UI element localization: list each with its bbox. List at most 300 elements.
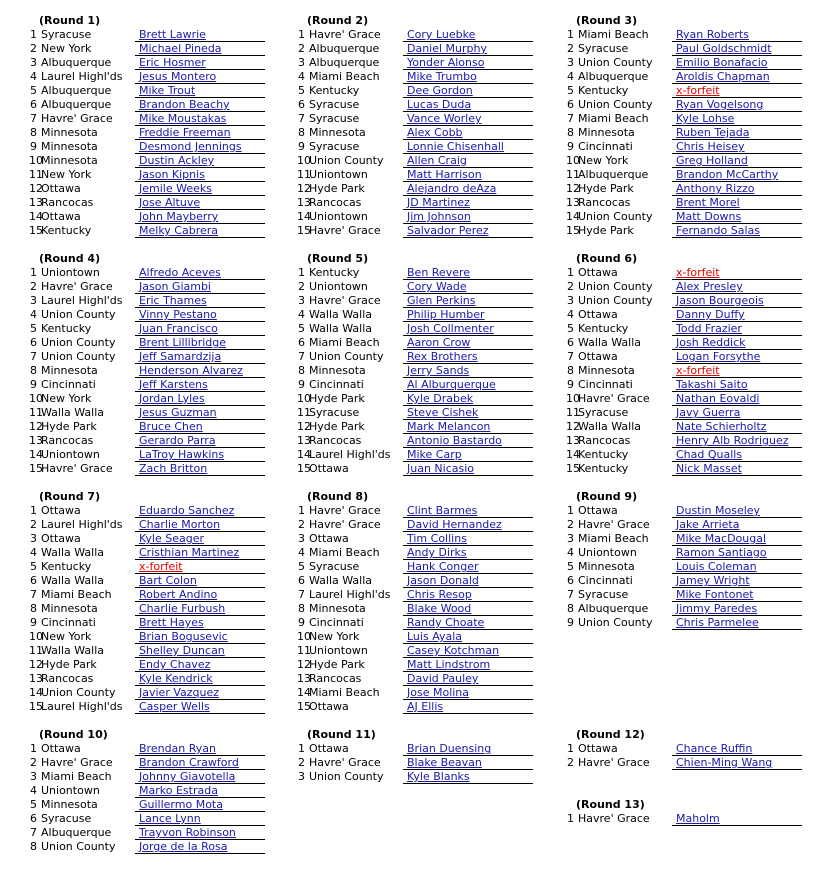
player-link[interactable]: Charlie Morton bbox=[135, 518, 265, 532]
player-link[interactable]: Aroldis Chapman bbox=[672, 70, 802, 84]
player-link[interactable]: Michael Pineda bbox=[135, 42, 265, 56]
round-title: (Round 5) bbox=[307, 252, 369, 265]
round-title: (Round 10) bbox=[39, 728, 108, 741]
pick-number: 1 bbox=[30, 266, 37, 279]
pick-number: 13 bbox=[29, 434, 43, 447]
pick-row bbox=[29, 308, 269, 322]
pick-row bbox=[29, 504, 269, 518]
pick-row bbox=[566, 70, 806, 84]
player-link[interactable]: Josh Collmenter bbox=[403, 322, 533, 336]
pick-row bbox=[566, 112, 806, 126]
pick-row bbox=[29, 350, 269, 364]
player-link[interactable]: Jeff Samardzija bbox=[135, 350, 265, 364]
player-link[interactable]: Cristhian Martinez bbox=[135, 546, 265, 560]
player-link[interactable]: John Mayberry bbox=[135, 210, 265, 224]
player-link[interactable]: Juan Francisco bbox=[135, 322, 265, 336]
player-link[interactable]: Brett Hayes bbox=[135, 616, 265, 630]
player-link[interactable]: Jason Kipnis bbox=[135, 168, 265, 182]
player-link[interactable]: Clint Barmes bbox=[403, 504, 533, 518]
team-name: Albuquerque bbox=[578, 602, 649, 615]
team-name: Union County bbox=[578, 56, 653, 69]
player-link[interactable]: Nathan Eovaldi bbox=[672, 392, 802, 406]
pick-row bbox=[297, 98, 537, 112]
team-name: Rancocas bbox=[309, 672, 362, 685]
pick-number: 9 bbox=[567, 140, 574, 153]
team-name: Walla Walla bbox=[309, 308, 373, 321]
player-link[interactable]: Chien-Ming Wang bbox=[672, 756, 802, 770]
player-link[interactable]: Mike MacDougal bbox=[672, 532, 802, 546]
player-link[interactable]: Kyle Blanks bbox=[403, 770, 533, 784]
player-link[interactable]: Chance Ruffin bbox=[672, 742, 802, 756]
pick-number: 6 bbox=[30, 812, 37, 825]
pick-row bbox=[566, 140, 806, 154]
player-link[interactable]: Javier Vazquez bbox=[135, 686, 265, 700]
player-link[interactable]: Alex Presley bbox=[672, 280, 802, 294]
pick-row bbox=[29, 784, 269, 798]
pick-row bbox=[566, 742, 806, 756]
round-12-block bbox=[566, 728, 806, 770]
team-name: Union County bbox=[41, 350, 116, 363]
team-name: Minnesota bbox=[41, 602, 98, 615]
player-link[interactable]: Kyle Drabek bbox=[403, 392, 533, 406]
team-name: Kentucky bbox=[578, 84, 629, 97]
pick-number: 8 bbox=[298, 602, 305, 615]
pick-number: 4 bbox=[567, 546, 574, 559]
pick-number: 6 bbox=[298, 336, 305, 349]
player-link[interactable]: Lucas Duda bbox=[403, 98, 533, 112]
team-name: Union County bbox=[41, 308, 116, 321]
player-link[interactable]: Ryan Vogelsong bbox=[672, 98, 802, 112]
player-link[interactable]: Jemile Weeks bbox=[135, 182, 265, 196]
player-link[interactable]: Jose Molina bbox=[403, 686, 533, 700]
player-link[interactable]: Mike Trumbo bbox=[403, 70, 533, 84]
pick-number: 3 bbox=[30, 294, 37, 307]
player-link[interactable]: Josh Reddick bbox=[672, 336, 802, 350]
pick-number: 1 bbox=[298, 504, 305, 517]
team-name: Havre' Grace bbox=[41, 280, 113, 293]
player-link[interactable]: Rex Brothers bbox=[403, 350, 533, 364]
round-title: (Round 13) bbox=[576, 798, 645, 811]
pick-row bbox=[297, 364, 537, 378]
team-name: Minnesota bbox=[309, 364, 366, 377]
forfeit-marker[interactable]: x-forfeit bbox=[672, 364, 802, 378]
player-link[interactable]: Endy Chavez bbox=[135, 658, 265, 672]
player-link[interactable]: Randy Choate bbox=[403, 616, 533, 630]
team-name: Syracuse bbox=[309, 406, 360, 419]
pick-row bbox=[29, 112, 269, 126]
player-link[interactable]: Brandon Beachy bbox=[135, 98, 265, 112]
pick-row bbox=[566, 98, 806, 112]
team-name: Ottawa bbox=[578, 308, 618, 321]
player-link[interactable]: Freddie Freeman bbox=[135, 126, 265, 140]
team-name: Rancocas bbox=[41, 196, 94, 209]
player-link[interactable]: Glen Perkins bbox=[403, 294, 533, 308]
player-link[interactable]: Johnny Giavotella bbox=[135, 770, 265, 784]
player-link[interactable]: Juan Nicasio bbox=[403, 462, 533, 476]
player-link[interactable]: Antonio Bastardo bbox=[403, 434, 533, 448]
player-link[interactable]: Brett Lawrie bbox=[135, 28, 265, 42]
player-link[interactable]: Desmond Jennings bbox=[135, 140, 265, 154]
pick-number: 4 bbox=[298, 308, 305, 321]
pick-number: 3 bbox=[567, 56, 574, 69]
round-title: (Round 7) bbox=[39, 490, 101, 503]
player-link[interactable]: Bart Colon bbox=[135, 574, 265, 588]
player-link[interactable]: Zach Britton bbox=[135, 462, 265, 476]
player-link[interactable]: Jeff Karstens bbox=[135, 378, 265, 392]
round-8-block bbox=[297, 490, 537, 714]
pick-number: 4 bbox=[30, 308, 37, 321]
team-name: Laurel Highl'ds bbox=[41, 294, 123, 307]
pick-number: 1 bbox=[298, 742, 305, 755]
player-link[interactable]: Hank Conger bbox=[403, 560, 533, 574]
pick-row bbox=[566, 168, 806, 182]
team-name: Syracuse bbox=[309, 140, 360, 153]
player-link[interactable]: David Pauley bbox=[403, 672, 533, 686]
pick-number: 7 bbox=[298, 112, 305, 125]
pick-number: 9 bbox=[298, 378, 305, 391]
player-link[interactable]: Henry Alb Rodriguez bbox=[672, 434, 802, 448]
player-link[interactable]: Al Alburquerque bbox=[403, 378, 533, 392]
team-name: Hyde Park bbox=[309, 392, 365, 405]
team-name: Miami Beach bbox=[578, 28, 649, 41]
player-link[interactable]: Eduardo Sanchez bbox=[135, 504, 265, 518]
pick-row bbox=[29, 210, 269, 224]
forfeit-marker[interactable]: x-forfeit bbox=[672, 84, 802, 98]
pick-row bbox=[566, 378, 806, 392]
pick-row bbox=[566, 616, 806, 630]
player-link[interactable]: Alfredo Aceves bbox=[135, 266, 265, 280]
pick-number: 10 bbox=[566, 392, 580, 405]
player-link[interactable]: Mike Fontonet bbox=[672, 588, 802, 602]
team-name: Walla Walla bbox=[578, 336, 642, 349]
player-link[interactable]: Mike Trout bbox=[135, 84, 265, 98]
player-link[interactable]: Robert Andino bbox=[135, 588, 265, 602]
player-link[interactable]: AJ Ellis bbox=[403, 700, 533, 714]
player-link[interactable]: Jake Arrieta bbox=[672, 518, 802, 532]
pick-row bbox=[297, 532, 537, 546]
player-link[interactable]: Jorge de la Rosa bbox=[135, 840, 265, 854]
pick-row bbox=[29, 224, 269, 238]
player-link[interactable]: Brent Lillibridge bbox=[135, 336, 265, 350]
pick-number: 9 bbox=[298, 616, 305, 629]
pick-row bbox=[566, 518, 806, 532]
player-link[interactable]: Jason Giambi bbox=[135, 280, 265, 294]
player-link[interactable]: Chris Parmelee bbox=[672, 616, 802, 630]
pick-row bbox=[566, 84, 806, 98]
player-link[interactable]: Tim Collins bbox=[403, 532, 533, 546]
pick-number: 2 bbox=[567, 756, 574, 769]
round-2-block bbox=[297, 14, 537, 238]
player-link[interactable]: Blake Beavan bbox=[403, 756, 533, 770]
player-link[interactable]: Takashi Saito bbox=[672, 378, 802, 392]
team-name: Syracuse bbox=[578, 588, 629, 601]
player-link[interactable]: Nick Masset bbox=[672, 462, 802, 476]
team-name: Ottawa bbox=[41, 742, 81, 755]
player-link[interactable]: Guillermo Mota bbox=[135, 798, 265, 812]
player-link[interactable]: Dee Gordon bbox=[403, 84, 533, 98]
pick-number: 2 bbox=[30, 518, 37, 531]
player-link[interactable]: Emilio Bonafacio bbox=[672, 56, 802, 70]
player-link[interactable]: Salvador Perez bbox=[403, 224, 533, 238]
pick-number: 6 bbox=[298, 574, 305, 587]
player-link[interactable]: Matt Downs bbox=[672, 210, 802, 224]
player-link[interactable]: Kyle Kendrick bbox=[135, 672, 265, 686]
player-link[interactable]: Dustin Moseley bbox=[672, 504, 802, 518]
pick-number: 11 bbox=[297, 644, 311, 657]
team-name: Syracuse bbox=[578, 406, 629, 419]
pick-row bbox=[297, 84, 537, 98]
player-link[interactable]: Henderson Alvarez bbox=[135, 364, 265, 378]
player-link[interactable]: Kyle Seager bbox=[135, 532, 265, 546]
player-link[interactable]: Alex Cobb bbox=[403, 126, 533, 140]
team-name: Uniontown bbox=[41, 784, 100, 797]
pick-row bbox=[297, 588, 537, 602]
pick-number: 12 bbox=[566, 182, 580, 195]
pick-row bbox=[29, 98, 269, 112]
pick-number: 1 bbox=[567, 812, 574, 825]
pick-number: 13 bbox=[29, 196, 43, 209]
player-link[interactable]: Luis Ayala bbox=[403, 630, 533, 644]
pick-number: 5 bbox=[567, 322, 574, 335]
player-link[interactable]: Brian Bogusevic bbox=[135, 630, 265, 644]
team-name: Miami Beach bbox=[309, 70, 380, 83]
team-name: Havre' Grace bbox=[309, 756, 381, 769]
player-link[interactable]: Jesus Montero bbox=[135, 70, 265, 84]
pick-number: 6 bbox=[30, 336, 37, 349]
pick-number: 5 bbox=[30, 560, 37, 573]
player-link[interactable]: Fernando Salas bbox=[672, 224, 802, 238]
team-name: Hyde Park bbox=[309, 420, 365, 433]
player-link[interactable]: Jose Altuve bbox=[135, 196, 265, 210]
pick-row bbox=[29, 826, 269, 840]
player-link[interactable]: Kyle Lohse bbox=[672, 112, 802, 126]
player-link[interactable]: LaTroy Hawkins bbox=[135, 448, 265, 462]
round-10-block bbox=[29, 728, 269, 854]
pick-row bbox=[29, 462, 269, 476]
player-link[interactable]: Melky Cabrera bbox=[135, 224, 265, 238]
player-link[interactable]: Casper Wells bbox=[135, 700, 265, 714]
pick-row bbox=[297, 322, 537, 336]
team-name: Cincinnati bbox=[41, 616, 96, 629]
player-link[interactable]: Danny Duffy bbox=[672, 308, 802, 322]
player-link[interactable]: Steve Cishek bbox=[403, 406, 533, 420]
pick-row bbox=[29, 266, 269, 280]
pick-row bbox=[297, 350, 537, 364]
player-link[interactable]: Chris Resop bbox=[403, 588, 533, 602]
round-title: (Round 1) bbox=[39, 14, 101, 27]
pick-row bbox=[29, 280, 269, 294]
team-name: Syracuse bbox=[309, 112, 360, 125]
player-link[interactable]: Nate Schierholtz bbox=[672, 420, 802, 434]
pick-number: 15 bbox=[566, 224, 580, 237]
team-name: Union County bbox=[41, 686, 116, 699]
player-link[interactable]: Brent Morel bbox=[672, 196, 802, 210]
pick-row bbox=[297, 672, 537, 686]
pick-row bbox=[297, 560, 537, 574]
pick-number: 4 bbox=[298, 546, 305, 559]
player-link[interactable]: Louis Coleman bbox=[672, 560, 802, 574]
round-title: (Round 8) bbox=[307, 490, 369, 503]
player-link[interactable]: Eric Thames bbox=[135, 294, 265, 308]
pick-row bbox=[566, 448, 806, 462]
player-link[interactable]: Jordan Lyles bbox=[135, 392, 265, 406]
pick-row bbox=[566, 392, 806, 406]
pick-row bbox=[297, 630, 537, 644]
player-link[interactable]: Lance Lynn bbox=[135, 812, 265, 826]
player-link[interactable]: Trayvon Robinson bbox=[135, 826, 265, 840]
pick-number: 6 bbox=[567, 574, 574, 587]
pick-number: 11 bbox=[29, 406, 43, 419]
team-name: New York bbox=[41, 392, 92, 405]
player-link[interactable]: Daniel Murphy bbox=[403, 42, 533, 56]
pick-number: 2 bbox=[567, 518, 574, 531]
pick-number: 9 bbox=[298, 140, 305, 153]
player-link[interactable]: Aaron Crow bbox=[403, 336, 533, 350]
pick-number: 3 bbox=[567, 294, 574, 307]
player-link[interactable]: Chad Qualls bbox=[672, 448, 802, 462]
player-link[interactable]: Cory Wade bbox=[403, 280, 533, 294]
player-link[interactable]: Chris Heisey bbox=[672, 140, 802, 154]
pick-row bbox=[29, 560, 269, 574]
pick-row bbox=[29, 602, 269, 616]
pick-row bbox=[29, 84, 269, 98]
player-link[interactable]: Todd Frazier bbox=[672, 322, 802, 336]
pick-row bbox=[29, 420, 269, 434]
player-link[interactable]: Mark Melancon bbox=[403, 420, 533, 434]
team-name: Hyde Park bbox=[309, 182, 365, 195]
team-name: Albuquerque bbox=[309, 42, 380, 55]
pick-number: 5 bbox=[30, 322, 37, 335]
team-name: Albuquerque bbox=[578, 168, 649, 181]
player-link[interactable]: Brandon Crawford bbox=[135, 756, 265, 770]
pick-row bbox=[566, 322, 806, 336]
team-name: Havre' Grace bbox=[41, 756, 113, 769]
player-link[interactable]: Eric Hosmer bbox=[135, 56, 265, 70]
player-link[interactable]: Alejandro deAza bbox=[403, 182, 533, 196]
team-name: Albuquerque bbox=[41, 84, 112, 97]
pick-number: 13 bbox=[566, 434, 580, 447]
team-name: Cincinnati bbox=[309, 616, 364, 629]
player-link[interactable]: Mike Moustakas bbox=[135, 112, 265, 126]
pick-number: 5 bbox=[298, 560, 305, 573]
pick-row bbox=[297, 112, 537, 126]
player-link[interactable]: Paul Goldschmidt bbox=[672, 42, 802, 56]
player-link[interactable]: Philip Humber bbox=[403, 308, 533, 322]
player-link[interactable]: Brandon McCarthy bbox=[672, 168, 802, 182]
round-11-block bbox=[297, 728, 537, 784]
player-link[interactable]: Jason Donald bbox=[403, 574, 533, 588]
player-link[interactable]: Shelley Duncan bbox=[135, 644, 265, 658]
player-link[interactable]: Logan Forsythe bbox=[672, 350, 802, 364]
player-link[interactable]: Bruce Chen bbox=[135, 420, 265, 434]
round-title: (Round 12) bbox=[576, 728, 645, 741]
pick-row bbox=[297, 294, 537, 308]
pick-number: 7 bbox=[30, 112, 37, 125]
pick-number: 7 bbox=[30, 826, 37, 839]
pick-row bbox=[297, 168, 537, 182]
player-link[interactable]: Mike Carp bbox=[403, 448, 533, 462]
pick-number: 4 bbox=[30, 546, 37, 559]
player-link[interactable]: Jimmy Paredes bbox=[672, 602, 802, 616]
pick-row bbox=[29, 672, 269, 686]
team-name: New York bbox=[578, 154, 629, 167]
pick-row bbox=[566, 28, 806, 42]
forfeit-marker[interactable]: x-forfeit bbox=[672, 266, 802, 280]
team-name: Miami Beach bbox=[578, 532, 649, 545]
pick-row bbox=[566, 462, 806, 476]
player-link[interactable]: Ruben Tejada bbox=[672, 126, 802, 140]
player-link[interactable]: Ryan Roberts bbox=[672, 28, 802, 42]
pick-number: 8 bbox=[30, 364, 37, 377]
player-link[interactable]: Allen Craig bbox=[403, 154, 533, 168]
player-link[interactable]: Jim Johnson bbox=[403, 210, 533, 224]
pick-row bbox=[29, 840, 269, 854]
player-link[interactable]: Jerry Sands bbox=[403, 364, 533, 378]
pick-number: 14 bbox=[29, 686, 43, 699]
player-link[interactable]: Matt Lindstrom bbox=[403, 658, 533, 672]
player-link[interactable]: Charlie Furbush bbox=[135, 602, 265, 616]
round-3-block bbox=[566, 14, 806, 238]
player-link[interactable]: Vinny Pestano bbox=[135, 308, 265, 322]
pick-number: 3 bbox=[30, 532, 37, 545]
player-link[interactable]: Vance Worley bbox=[403, 112, 533, 126]
pick-number: 4 bbox=[567, 308, 574, 321]
player-link[interactable]: Matt Harrison bbox=[403, 168, 533, 182]
forfeit-marker[interactable]: x-forfeit bbox=[135, 560, 265, 574]
player-link[interactable]: Dustin Ackley bbox=[135, 154, 265, 168]
player-link[interactable]: Javy Guerra bbox=[672, 406, 802, 420]
player-link[interactable]: Marko Estrada bbox=[135, 784, 265, 798]
player-link[interactable]: Casey Kotchman bbox=[403, 644, 533, 658]
player-link[interactable]: Andy Dirks bbox=[403, 546, 533, 560]
player-link[interactable]: Greg Holland bbox=[672, 154, 802, 168]
pick-number: 10 bbox=[29, 154, 43, 167]
round-1-block bbox=[29, 14, 269, 238]
pick-number: 5 bbox=[298, 84, 305, 97]
player-link[interactable]: Ramon Santiago bbox=[672, 546, 802, 560]
team-name: Havre' Grace bbox=[309, 28, 381, 41]
pick-number: 8 bbox=[567, 364, 574, 377]
player-link[interactable]: Cory Luebke bbox=[403, 28, 533, 42]
pick-row bbox=[297, 406, 537, 420]
player-link[interactable]: Ben Revere bbox=[403, 266, 533, 280]
player-link[interactable]: JD Martinez bbox=[403, 196, 533, 210]
pick-row bbox=[29, 378, 269, 392]
player-link[interactable]: Lonnie Chisenhall bbox=[403, 140, 533, 154]
player-link[interactable]: Jason Bourgeois bbox=[672, 294, 802, 308]
team-name: Minnesota bbox=[41, 798, 98, 811]
player-link[interactable]: Jamey Wright bbox=[672, 574, 802, 588]
pick-row bbox=[297, 266, 537, 280]
player-link[interactable]: Anthony Rizzo bbox=[672, 182, 802, 196]
player-link[interactable]: Brian Duensing bbox=[403, 742, 533, 756]
team-name: Ottawa bbox=[578, 504, 618, 517]
player-link[interactable]: Maholm bbox=[672, 812, 802, 826]
player-link[interactable]: Yonder Alonso bbox=[403, 56, 533, 70]
team-name: Miami Beach bbox=[41, 588, 112, 601]
player-link[interactable]: Gerardo Parra bbox=[135, 434, 265, 448]
pick-number: 7 bbox=[298, 588, 305, 601]
pick-row bbox=[297, 434, 537, 448]
pick-number: 10 bbox=[29, 392, 43, 405]
pick-row bbox=[566, 560, 806, 574]
pick-row bbox=[29, 28, 269, 42]
player-link[interactable]: David Hernandez bbox=[403, 518, 533, 532]
player-link[interactable]: Blake Wood bbox=[403, 602, 533, 616]
pick-row bbox=[297, 504, 537, 518]
player-link[interactable]: Brendan Ryan bbox=[135, 742, 265, 756]
player-link[interactable]: Jesus Guzman bbox=[135, 406, 265, 420]
